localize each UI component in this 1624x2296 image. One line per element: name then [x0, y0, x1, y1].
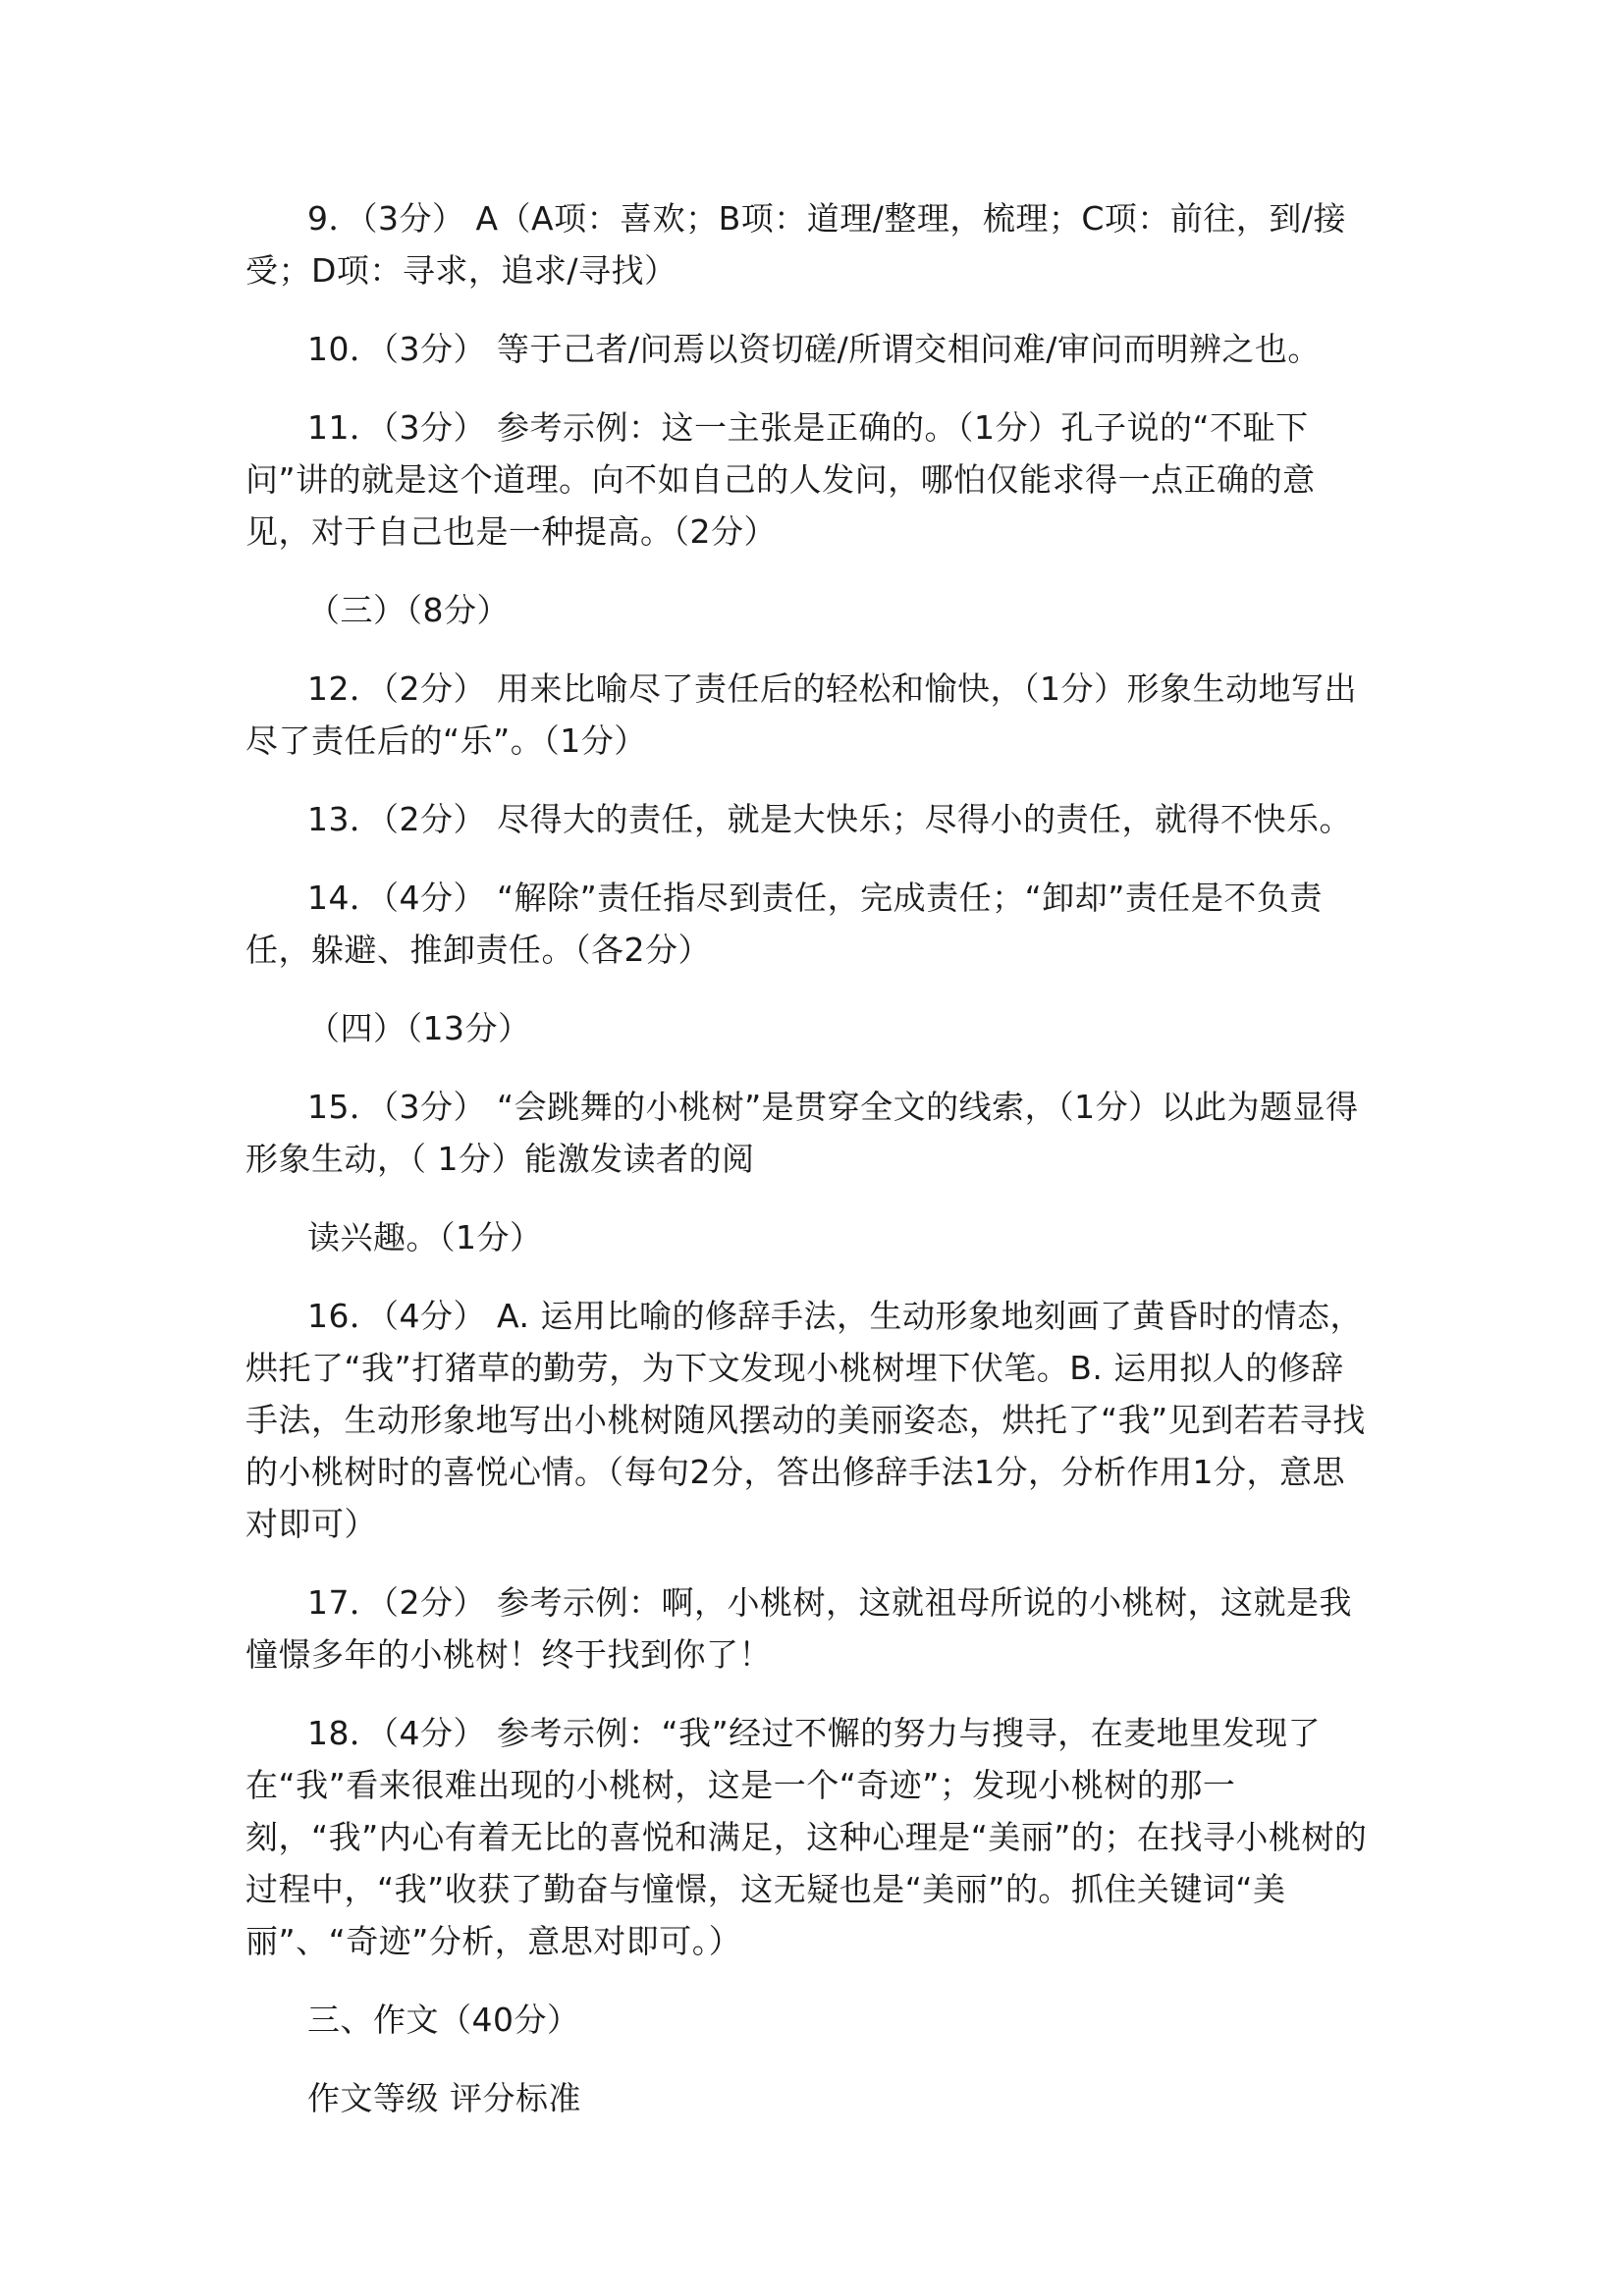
answer-15: 15．（3分） “会跳舞的小桃树”是贯穿全文的线索，（1分）以此为题显得形象生动，（ 1分）能激发读者的阅	[245, 1088, 1359, 1178]
answer-9: 9．（3分） A（A项：喜欢；B项：道理/整理，梳理；C项：前往，到/接受；D项：寻求，追求/寻找）	[245, 199, 1347, 290]
essay-grading-criteria: 作文等级 评分标准	[307, 2079, 581, 2117]
section-heading-4: （四）（13分）	[307, 1009, 531, 1047]
answer-12: 12．（2分） 用来比喻尽了责任后的轻松和愉快，（1分）形象生动地写出尽了责任后的“乐”。（1分）	[245, 669, 1357, 760]
answer-14: 14．（4分） “解除”责任指尽到责任，完成责任；“卸却”责任是不负责任，躲避、推卸责任。（各2分）	[245, 879, 1323, 969]
section-heading-3: （三）（8分）	[307, 591, 510, 629]
answer-key-document	[245, 192, 1375, 2151]
answer-17: 17．（2分） 参考示例：啊，小桃树，这就祖母所说的小桃树，这就是我憧憬多年的小桃树！终于找到你了！	[245, 1583, 1352, 1674]
answer-16: 16．（4分） A. 运用比喻的修辞手法，生动形象地刻画了黄昏时的情态，烘托了“我”打猪草的勤劳，为下文发现小桃树埋下伏笔。B. 运用拟人的修辞手法，生动形象地写出小桃树随风摆动的美丽姿态，烘托了“我”见到若若寻找的小桃树时的喜悦心情。（每句2分，答出修辞手法1分，分析作用1分，意思对即可）	[245, 1297, 1366, 1543]
section-heading-essay: 三、作文（40分）	[307, 2001, 580, 2039]
answer-10: 10．（3分） 等于己者/问焉以资切磋/所谓交相问难/审问而明辨之也。	[307, 330, 1321, 368]
answer-18: 18．（4分） 参考示例：“我”经过不懈的努力与搜寻，在麦地里发现了在“我”看来很难出现的小桃树，这是一个“奇迹”；发现小桃树的那一刻，“我”内心有着无比的喜悦和满足，这种心理是“美丽”的；在找寻小桃树的过程中，“我”收获了勤奋与憧憬，这无疑也是“美丽”的。抓住关键词“美丽”、“奇迹”分析，意思对即可。）	[245, 1714, 1368, 1960]
answer-13: 13．（2分） 尽得大的责任，就是大快乐；尽得小的责任，就得不快乐。	[307, 800, 1352, 838]
answer-11: 11．（3分） 参考示例：这一主张是正确的。（1分）孔子说的“不耻下问”讲的就是这个道理。向不如自己的人发问，哪怕仅能求得一点正确的意见，对于自己也是一种提高。（2分）	[245, 408, 1316, 551]
answer-15-continued: 读兴趣。（1分）	[307, 1218, 543, 1256]
